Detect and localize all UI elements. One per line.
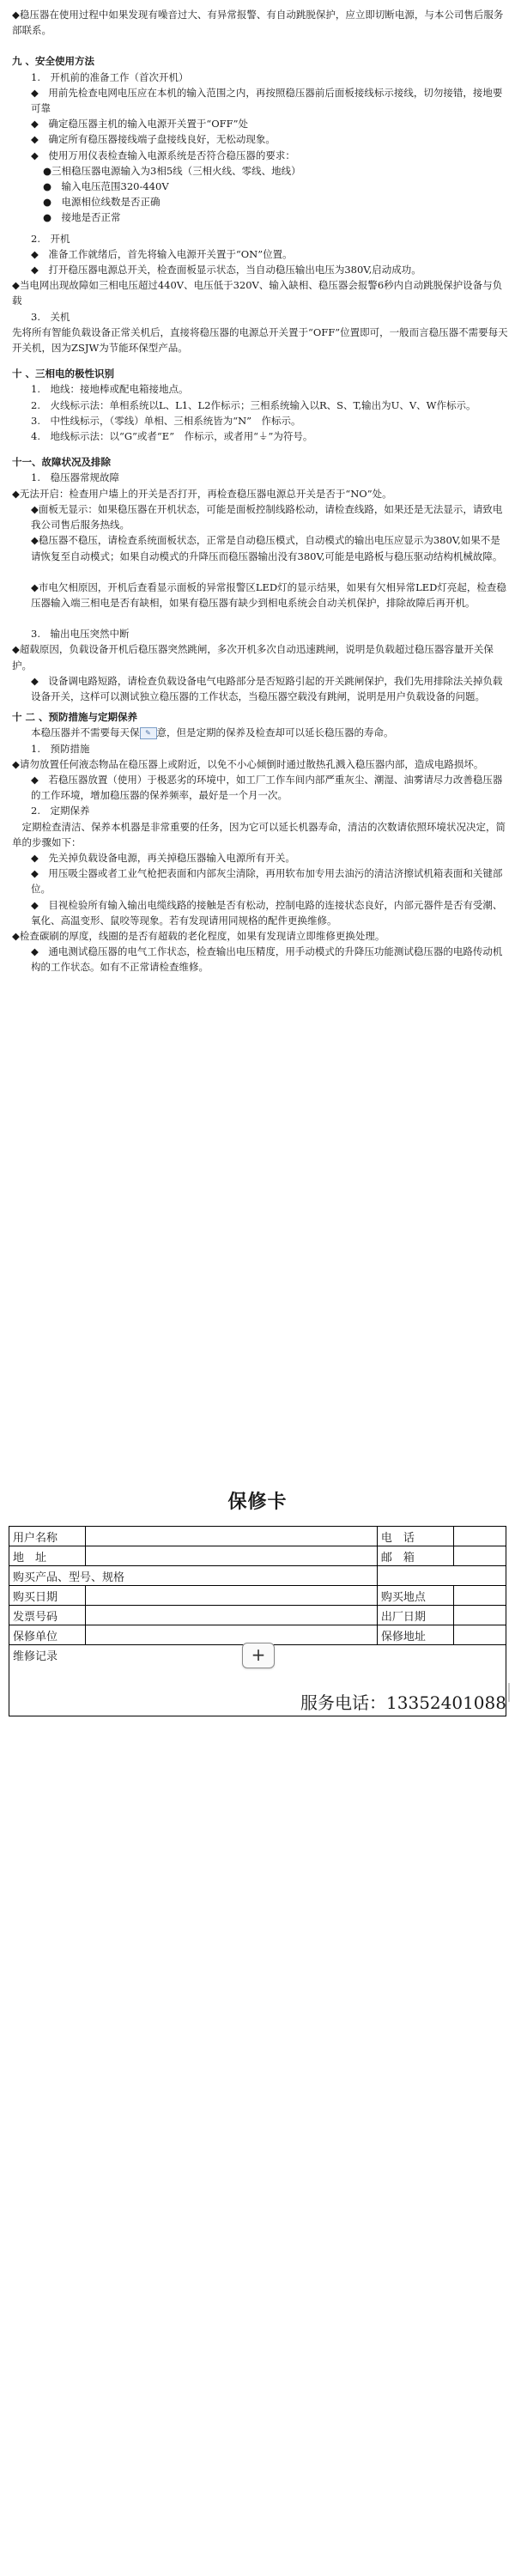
field-factory-date[interactable] xyxy=(453,1606,506,1625)
field-invoice-number[interactable] xyxy=(86,1606,378,1625)
section-9-sub1: 1. 开机前的准备工作（首次开机） xyxy=(31,70,189,83)
section-12-paragraph-part2: 意，但是定期的保养及检查却可以延长稳压器的寿命。 xyxy=(156,726,394,739)
section-12-bullet: ◆ 用压吸尘器或者工业气枪把表面和内部灰尘清除，再用软布加专用去油污的清洁济擦试机箱表面和关键部位。 xyxy=(31,867,503,896)
section-12-bullet: ◆ 先关掉负载设备电源，再关掉稳压器输入电源所有开关。 xyxy=(31,851,295,864)
label-phone: 电 话 xyxy=(377,1527,453,1546)
section-9-bullet: ◆ 打开稳压器电源总开关，检查面板显示状态，当自动稳压输出电压为380V,启动成功。 xyxy=(31,264,421,276)
label-invoice-number: 发票号码 xyxy=(9,1606,86,1625)
section-11-sub1: 1. 稳压器常规故障 xyxy=(31,471,119,484)
section-9-dot-item: ● 输入电压范围320-440V xyxy=(43,180,169,193)
table-row xyxy=(9,1527,506,1546)
label-warranty-unit: 保修单位 xyxy=(9,1625,86,1645)
field-purchase-place[interactable] xyxy=(453,1586,506,1606)
section-11-bullet: ◆稳压器不稳压，请检查系统面板状态，正常是自动稳压模式，自动模式的输出电压应显示为380V,如果不是请恢复至自动模式；如果自动模式的升降压而稳压器输出没有380V,可能是电路板与稳压驱动结构机械故障。 xyxy=(31,534,503,562)
manual-body xyxy=(12,7,508,975)
table-row xyxy=(9,1566,506,1586)
section-12-bullet: ◆ 若稳压器放置（使用）于极恶劣的环境中，如工厂工作车间内部严重灰尘、潮湿、油雾请尽力改善稳压器的工作环境，增加稳压器的保养频率，最好是一个月一次。 xyxy=(31,773,503,802)
section-9-sub2: 2. 开机 xyxy=(31,232,70,245)
field-purchase-date[interactable] xyxy=(86,1586,378,1606)
edit-marker-icon[interactable]: ✎ xyxy=(140,727,157,739)
section-10-item: 2. 火线标示法：单相系统以L、L1、L2作标示；三相系统输入以R、S、T,输出为U、V、W作标示。 xyxy=(31,398,476,411)
section-10-title: 十 、三相电的极性识别 xyxy=(12,368,115,380)
section-12-paragraph-part1: 本稳压器并不需要每天保 xyxy=(31,726,140,739)
label-purchase-place: 购买地点 xyxy=(377,1586,453,1606)
label-factory-date: 出厂日期 xyxy=(377,1606,453,1625)
service-phone: 服务电话：13352401088 xyxy=(300,1692,506,1713)
label-address: 地 址 xyxy=(9,1546,86,1566)
section-9-title: 九 、安全使用方法 xyxy=(12,55,95,68)
section-9-paragraph: 先将所有智能负载设备正常关机后，直接将稳压器的电源总开关置于“OFF”位置即可，一般而言稳压器不需要每天开关机，因为ZSJW为节能环保型产品。 xyxy=(12,325,508,355)
section-12-sub2: 2. 定期保养 xyxy=(31,805,90,817)
section-11-bullet: ◆超载原因，负载设备开机后稳压器突然跳闸，多次开机多次自动迅速跳闸，说明是负载超过稳压器容量开关保护。 xyxy=(12,643,494,671)
section-9-bullet: ◆ 确定所有稳压器接线端子盘接线良好，无松动现象。 xyxy=(31,133,276,146)
section-12-bullet: ◆请勿放置任何液态物品在稳压器上或附近，以免不小心倾倒时通过散热孔溅入稳压器内部，造成电路损坏。 xyxy=(12,757,484,770)
field-warranty-address[interactable] xyxy=(453,1625,506,1645)
field-warranty-unit[interactable] xyxy=(86,1625,378,1645)
section-9-sub3: 3. 关机 xyxy=(31,310,70,323)
section-9-bullet: ◆ 使用万用仪表检查输入电源系统是否符合稳压器的要求： xyxy=(31,149,295,161)
section-10-item: 1. 地线：接地棒或配电箱接地点。 xyxy=(31,383,189,396)
section-9-bullet: ◆ 确定稳压器主机的输入电源开关置于“OFF”处 xyxy=(31,118,248,131)
label-warranty-address: 保修地址 xyxy=(377,1625,453,1645)
section-11-title: 十一、故障状况及排除 xyxy=(12,456,111,469)
section-11-bullet: ◆无法开启：检查用户墙上的开关是否打开，再检查稳压器电源总开关是否于“NO”处。 xyxy=(12,487,392,500)
field-phone[interactable] xyxy=(453,1527,506,1546)
section-11-bullet: ◆面板无显示：如果稳压器在开机状态，可能是面板控制线路松动，请检查线路，如果还是无法显示，请致电我公司售后服务热线。 xyxy=(31,502,503,532)
section-9-bullet: ◆ 准备工作就绪后，首先将输入电源开关置于“ON”位置。 xyxy=(31,247,293,260)
section-9-dot-item: ● 电源相位线数是否正确 xyxy=(43,196,161,209)
warranty-title: 保修卡 xyxy=(227,1492,288,1513)
field-address[interactable] xyxy=(86,1546,378,1566)
section-9-bullet: ◆当电网出现故障如三相电压超过440V、电压低于320V、输入缺相、稳压器会报警6秒内自动跳脱保护设备与负载 xyxy=(12,279,503,307)
section-12-bullet: ◆ 目视检验所有输入输出电缆线路的接触是否有松动，控制电路的连接状态良好，内部元器件是否有受潮、氧化、高温变形、鼠咬等现象。若有发现请用同规格的配件更换维修。 xyxy=(31,898,503,927)
section-11-bullet: ◆ 设备调电路短路，请检查负载设备电气电路部分是否短路引起的开关跳闸保护，我们先用排除法关掉负载设备开关，这样可以测试独立稳压器的工作状态，当稳压器空载没有跳闸，说明是用户负载设备的问题。 xyxy=(31,674,503,702)
section-12-sub1: 1. 预防措施 xyxy=(31,742,90,755)
add-button[interactable]: + xyxy=(242,1643,275,1668)
label-email: 邮 箱 xyxy=(377,1546,453,1566)
section-12-paragraph: 定期检查清洁、保养本机器是非常重要的任务，因为它可以延长机器寿命，清洁的次数请依照环境状况决定，简单的步骤如下： xyxy=(12,820,506,848)
section-10-item: 3. 中性线标示，（零线）单相、三相系统皆为“N” 作标示。 xyxy=(31,414,301,427)
table-row xyxy=(9,1606,506,1625)
label-user-name: 用户名称 xyxy=(9,1527,86,1546)
section-10-item: 4. 地线标示法：以“G”或者“E” 作标示，或者用“⏚”为符号。 xyxy=(31,430,313,443)
label-repair-record[interactable]: 维修记录 xyxy=(9,1645,506,1716)
label-purchase-date: 购买日期 xyxy=(9,1586,86,1606)
section-11-sub3: 3. 输出电压突然中断 xyxy=(31,628,130,641)
field-product-model[interactable] xyxy=(377,1566,506,1586)
section-9-bullet: ◆ 用前先检查电网电压应在本机的输入范围之内，再按照稳压器前后面板接线标示接线，切勿接错，接地要可靠 xyxy=(31,86,503,115)
table-row xyxy=(9,1586,506,1606)
section-12-paragraph xyxy=(12,725,508,740)
section-9-dot-item: ●三相稳压器电源输入为3相5线（三相火线、零线、地线） xyxy=(43,164,301,177)
section-11-bullet: ◆市电欠相原因，开机后查看显示面板的异常报警区LED灯的显示结果，如果有欠相异常LED灯亮起，检查稳压器输入端三相电是否有缺相，如果有稳压器有缺少到相电系统会自动关机保护，排除故障后再开机。 xyxy=(31,580,506,609)
section-12-bullet: ◆检查碳刷的厚度，线圈的是否有超载的老化程度，如果有发现请立即维修更换处理。 xyxy=(12,929,385,942)
scrollbar-marker[interactable] xyxy=(508,1683,510,1702)
section-12-title: 十 二 、预防措施与定期保养 xyxy=(12,711,138,724)
section-12-bullet: ◆ 通电测试稳压器的电气工作状态，检查输出电压精度，用手动模式的升降压功能测试稳压器的电路传动机构的工作状态。如有不正常请检查维修。 xyxy=(31,945,503,974)
field-email[interactable] xyxy=(453,1546,506,1566)
intro-paragraph: ◆稳压器在使用过程中如果发现有噪音过大、有异常报警、有自动跳脱保护，应立即切断电源，与本公司售后服务部联系。 xyxy=(12,9,504,37)
table-row xyxy=(9,1546,506,1566)
field-user-name[interactable] xyxy=(86,1527,378,1546)
section-9-dot-item: ● 接地是否正常 xyxy=(43,211,121,224)
label-product-model: 购买产品、型号、规格 xyxy=(9,1566,378,1586)
warranty-table xyxy=(9,1526,506,1716)
warranty-card xyxy=(9,1487,506,1716)
